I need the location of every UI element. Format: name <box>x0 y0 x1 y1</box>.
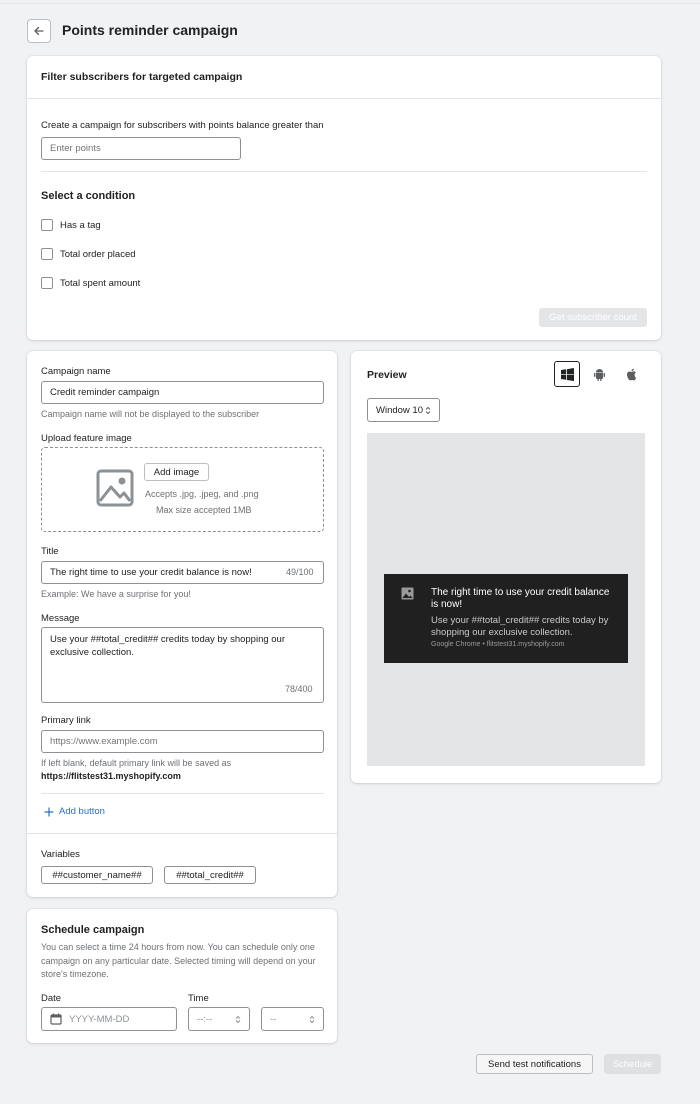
points-label: Create a campaign for subscribers with points balance greater than <box>41 120 324 131</box>
campaign-name-label: Campaign name <box>41 366 111 377</box>
time-select[interactable] <box>188 1007 250 1031</box>
variable-chip-total-credit[interactable]: ##total_credit## <box>164 866 256 884</box>
notification-message: Use your ##total_credit## credits today by shopping our exclusive collection. <box>431 615 609 638</box>
add-image-button[interactable]: Add image <box>144 463 209 481</box>
divider <box>27 98 661 99</box>
image-accepts-text: Accepts .jpg, .jpeg, and .png <box>145 489 259 499</box>
primary-link-label: Primary link <box>41 715 91 726</box>
notification-image-icon <box>401 587 414 603</box>
preview-title: Preview <box>367 369 407 381</box>
title-counter: 49/100 <box>286 567 314 577</box>
upload-image-label: Upload feature image <box>41 433 132 444</box>
message-label: Message <box>41 613 80 624</box>
total-spent-label: Total spent amount <box>60 278 141 289</box>
campaign-name-input[interactable]: Credit reminder campaign <box>41 381 324 404</box>
get-subscriber-count-button[interactable]: Get subscriber count <box>539 308 647 327</box>
message-textarea[interactable]: Use your ##total_credit## credits today by shopping our exclusive collection. <box>41 627 324 703</box>
primary-link-help: If left blank, default primary link will be saved as <box>41 758 232 768</box>
title-input[interactable]: The right time to use your credit balance is now! <box>41 561 324 584</box>
add-button-link[interactable] <box>44 806 105 817</box>
time-label: Time <box>188 993 209 1004</box>
android-platform-button[interactable] <box>586 361 612 387</box>
select-arrows-icon <box>425 406 431 415</box>
send-test-notifications-button[interactable]: Send test notifications <box>476 1054 593 1074</box>
has-tag-label: Has a tag <box>60 220 101 231</box>
notification-preview <box>384 574 628 663</box>
date-label: Date <box>41 993 62 1004</box>
points-input[interactable] <box>41 137 241 160</box>
select-arrows-icon <box>309 1015 315 1024</box>
condition-title: Select a condition <box>41 190 136 202</box>
page-title: Points reminder campaign <box>62 22 238 38</box>
schedule-button[interactable]: Schedule <box>604 1054 661 1074</box>
campaign-name-help: Campaign name will not be displayed to the subscriber <box>41 409 260 419</box>
notification-title: The right time to use your credit balance is now! <box>431 587 610 610</box>
primary-link-default: https://flitstest31.myshopify.com <box>41 771 181 781</box>
filter-card-title: Filter subscribers for targeted campaign <box>41 71 243 83</box>
image-max-text: Max size accepted 1MB <box>156 505 252 515</box>
date-placeholder: YYYY-MM-DD <box>69 1013 130 1025</box>
schedule-description: You can select a time 24 hours from now. You can schedule only one campaign on any particular date. Selected timing will depend on your store's timezone. <box>41 942 316 979</box>
windows-icon <box>561 368 574 381</box>
variables-label: Variables <box>41 849 80 860</box>
arrow-left-icon <box>33 25 45 37</box>
title-help: Example: We have a surprise for you! <box>41 589 191 599</box>
apple-icon <box>625 368 638 381</box>
top-border <box>0 0 700 4</box>
select-arrows-icon <box>235 1015 241 1024</box>
apple-platform-button[interactable] <box>618 361 644 387</box>
add-button-label: Add button <box>59 806 105 817</box>
notification-source: Google Chrome • flitstest31.myshopify.com <box>431 641 565 648</box>
divider <box>27 833 337 834</box>
primary-link-input[interactable] <box>41 730 324 753</box>
ampm-select[interactable] <box>261 1007 324 1031</box>
divider <box>41 793 324 794</box>
date-input[interactable] <box>41 1007 177 1031</box>
image-placeholder-icon <box>96 469 134 510</box>
windows-platform-button[interactable] <box>554 361 580 387</box>
android-icon <box>593 368 606 381</box>
time-select-value: --:-- <box>197 1013 213 1025</box>
total-order-checkbox[interactable] <box>41 248 53 260</box>
back-button[interactable] <box>27 19 51 43</box>
total-order-label: Total order placed <box>60 249 136 260</box>
schedule-title: Schedule campaign <box>41 924 145 936</box>
calendar-icon <box>50 1013 62 1025</box>
has-tag-checkbox[interactable] <box>41 219 53 231</box>
plus-icon <box>44 807 54 817</box>
platform-select[interactable] <box>367 398 440 422</box>
variable-chip-customer-name[interactable]: ##customer_name## <box>41 866 153 884</box>
ampm-select-value: -- <box>270 1013 277 1025</box>
total-spent-checkbox[interactable] <box>41 277 53 289</box>
divider <box>41 171 647 172</box>
message-counter: 78/400 <box>285 684 313 694</box>
title-label: Title <box>41 546 59 557</box>
platform-select-value: Window 10 <box>376 404 423 416</box>
